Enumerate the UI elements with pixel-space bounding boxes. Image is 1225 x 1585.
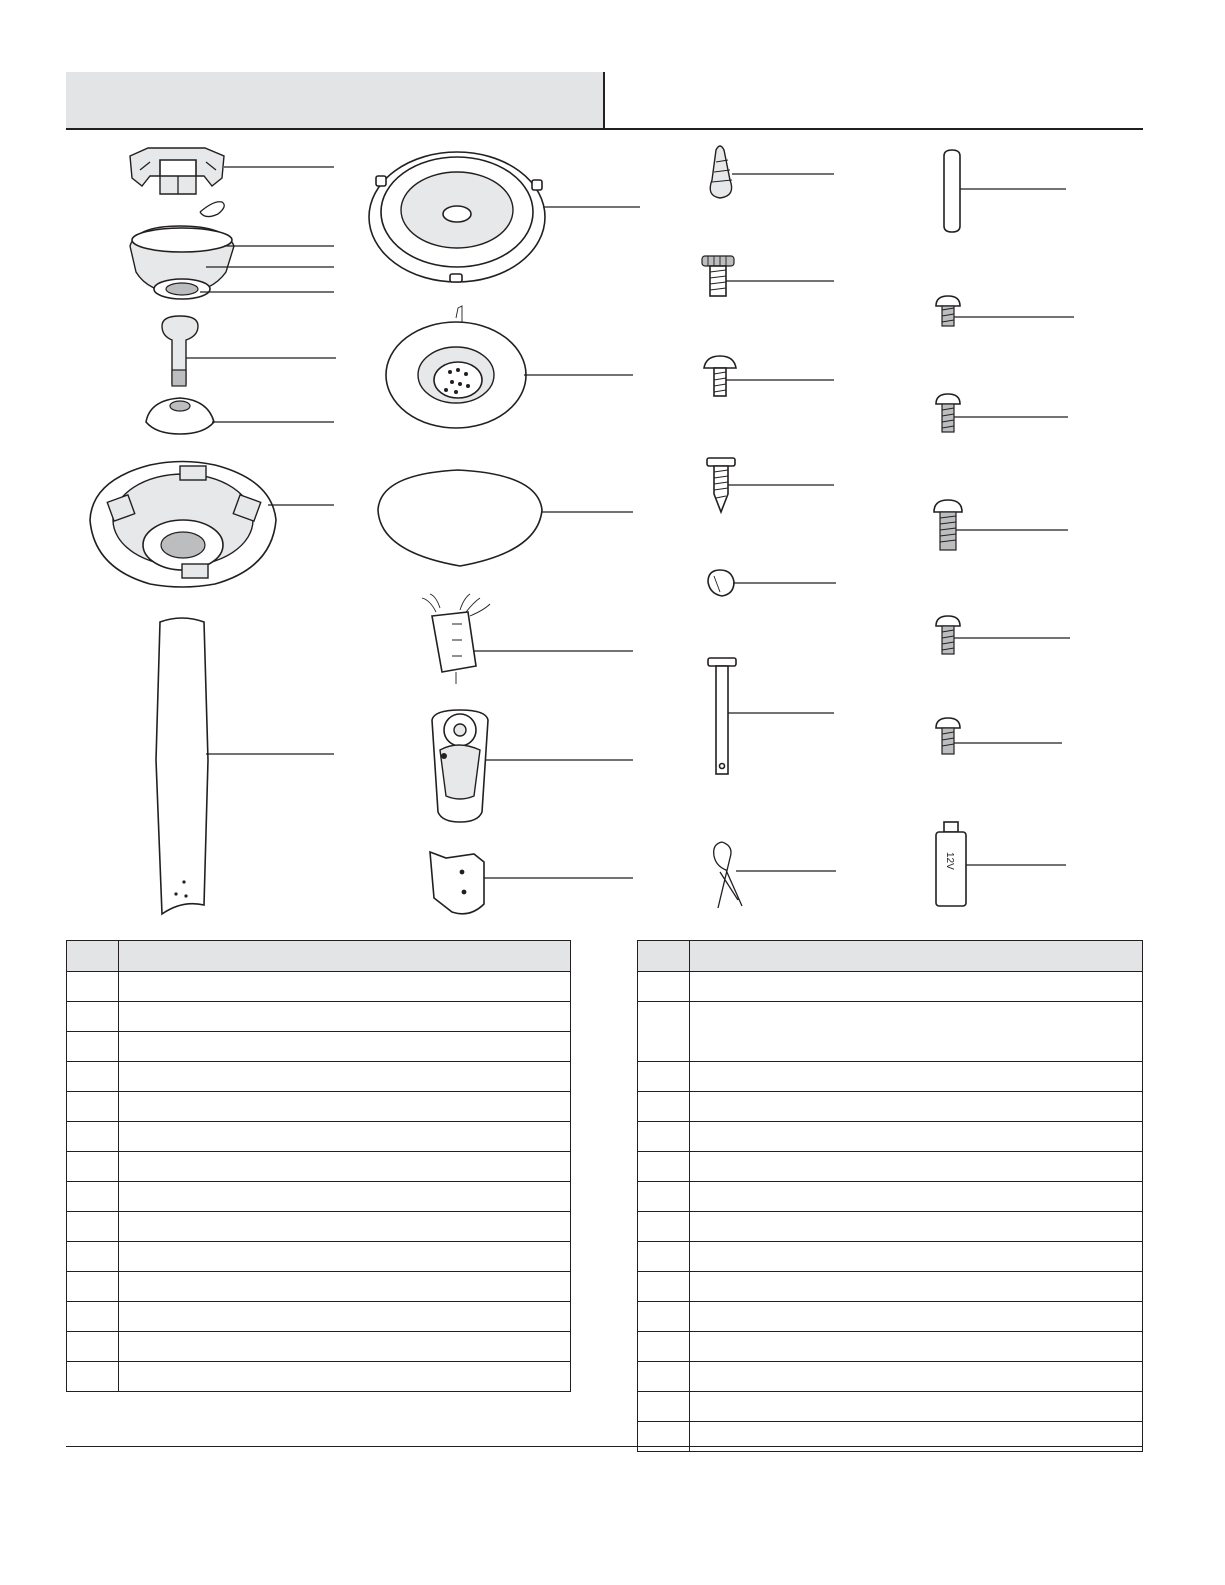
battery-icon xyxy=(936,822,1066,906)
table-row xyxy=(67,1002,571,1032)
thumb-screw-icon xyxy=(702,256,834,296)
parts-table-right xyxy=(637,940,1143,1452)
switch-housing-icon xyxy=(369,152,640,282)
remote-holder-icon xyxy=(430,852,633,914)
table-row xyxy=(638,1392,1143,1422)
table-row xyxy=(67,1302,571,1332)
table-row xyxy=(67,1062,571,1092)
table-row xyxy=(638,1362,1143,1392)
table-row xyxy=(67,1212,571,1242)
wire-connector-icon xyxy=(710,146,834,198)
table-row xyxy=(67,1122,571,1152)
table-row xyxy=(638,1332,1143,1362)
table-row xyxy=(638,1242,1143,1272)
table-row xyxy=(638,972,1143,1002)
table-row xyxy=(638,1062,1143,1092)
glass-bowl-icon xyxy=(378,470,633,566)
canopy-icon xyxy=(130,226,334,299)
remote-control-icon xyxy=(432,710,633,822)
battery-label: 12V xyxy=(944,852,955,870)
mounting-bracket-icon xyxy=(130,148,334,217)
table-row xyxy=(67,1092,571,1122)
machine-screw-icon xyxy=(936,394,1068,432)
receiver-icon xyxy=(422,594,633,684)
table-row xyxy=(67,1032,571,1062)
parts-table-left xyxy=(66,940,571,1392)
table-row xyxy=(638,1092,1143,1122)
light-kit-plate-icon xyxy=(386,306,633,428)
machine-screw-icon xyxy=(936,296,1074,326)
hairpin-clip-icon xyxy=(714,842,836,908)
table-row xyxy=(67,1272,571,1302)
machine-screw-icon xyxy=(936,616,1070,654)
table-row xyxy=(638,1302,1143,1332)
downrod-icon xyxy=(162,316,336,386)
table-row xyxy=(638,1152,1143,1182)
table-header-row xyxy=(638,941,1143,972)
table-row xyxy=(638,1122,1143,1152)
table-row xyxy=(638,1422,1143,1452)
table-row xyxy=(638,1272,1143,1302)
table-row xyxy=(67,1152,571,1182)
clevis-pin-icon xyxy=(708,658,834,774)
table-row xyxy=(638,1212,1143,1242)
machine-screw-icon xyxy=(936,718,1062,754)
table-header-row xyxy=(67,941,571,972)
wood-screw-icon xyxy=(707,458,834,512)
machine-screw-icon xyxy=(934,500,1068,550)
fan-blade-icon xyxy=(156,618,334,914)
table-row xyxy=(67,1332,571,1362)
coupling-cover-icon xyxy=(146,398,334,434)
table-row xyxy=(638,1002,1143,1062)
motor-assembly-icon xyxy=(90,462,334,588)
cap-nut-icon xyxy=(708,570,836,596)
table-row xyxy=(67,972,571,1002)
table-row xyxy=(67,1362,571,1392)
footer-rule xyxy=(66,1446,1143,1447)
table-row xyxy=(638,1182,1143,1212)
washer-screw-icon xyxy=(704,356,834,396)
table-row xyxy=(67,1182,571,1212)
balancing-rod-icon xyxy=(944,150,1066,232)
table-row xyxy=(67,1242,571,1272)
